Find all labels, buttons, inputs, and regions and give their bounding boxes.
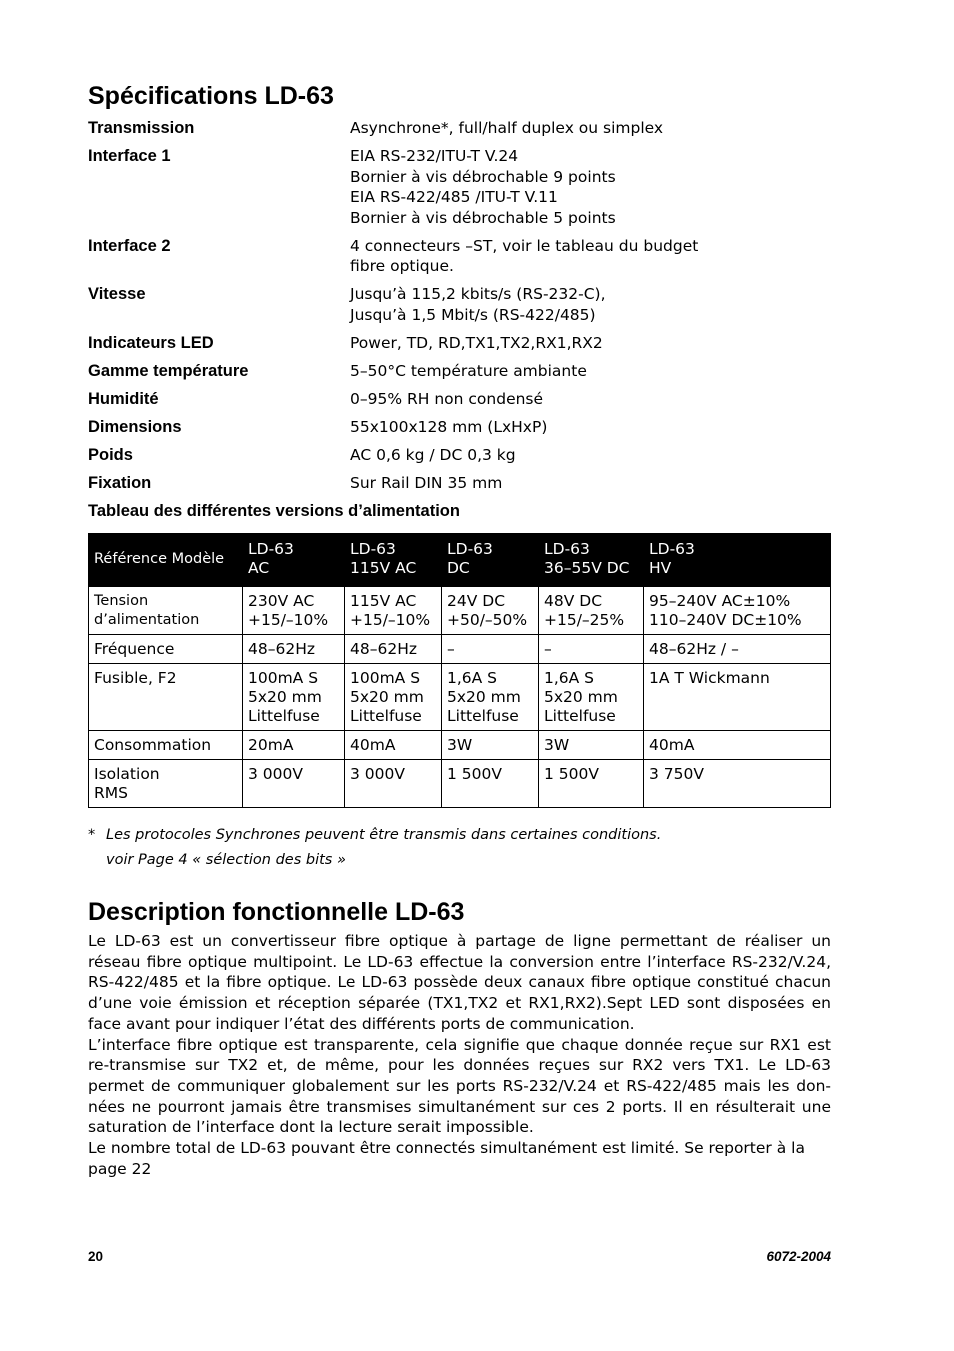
spec-label: Humidité [88,389,159,408]
spec-value-line: Bornier à vis débrochable 9 points [350,167,616,186]
table-row [89,731,831,760]
table-cell: 40mA [345,731,442,760]
spec-label: Fixation [88,473,152,492]
spec-row [88,333,831,354]
footnote-marker: * [88,827,96,843]
table-cell: 48–62Hz / – [644,635,831,664]
spec-value [350,473,831,494]
table-cell: 3W [539,731,644,760]
spec-value-line: Jusqu’à 1,5 Mbit/s (RS-422/485) [350,305,596,324]
table-cell: 3 000V [345,760,442,808]
spec-value-line: 4 connecteurs –ST, voir le tableau du budget [350,236,699,255]
table-cell: 20mA [243,731,345,760]
table-cell: 100mA S 5x20 mm Littelfuse [345,664,442,731]
table-cell: 48V DC +15/–25% [539,587,644,635]
table-cell: 1,6A S 5x20 mm Littelfuse [442,664,539,731]
table-cell: 1 500V [442,760,539,808]
table-cell: 3 750V [644,760,831,808]
spec-label: Poids [88,445,133,464]
column-header: LD-63 HV [644,534,831,587]
document-reference: 6072-2004 [766,1249,831,1264]
spec-value-line: Sur Rail DIN 35 mm [350,473,503,492]
spec-value [350,417,831,438]
page-number: 20 [88,1249,104,1264]
description-paragraph: Le nombre total de LD-63 pouvant être connectés simultanément est limité. Se reporter à la page 22 [88,1139,805,1178]
spec-row [88,118,831,139]
column-header: LD-63 AC [243,534,345,587]
spec-value [350,236,831,277]
spec-value-line: Asynchrone*, full/half duplex ou simplex [350,119,664,137]
description-paragraph: Le LD-63 est un convertisseur fibre optique à partage de ligne permettant de réaliser un réseau fibre optique multipoint. Le LD-63 effectue la conversion entre l’interface RS-232/V.24, RS-422/485 et la fibre optique. Le LD-63 possède deux canaux fibre optique constitué chacun d’une voie émission et réception séparée (TX1,TX2 et RX1,RX2).Sept LED sont disposées en face avant pour indiquer l’état des différents ports de communication. [88,932,831,1033]
spec-value [350,361,831,382]
description-paragraph: L’interface fibre optique est transparente, cela signifie que chaque donnée reçue sur RX1 est re-transmise sur TX2 et, de même, pour les données reçues sur RX2 vers TX1. Le LD-63 permet de communiquer globalement sur les ports RS-232/V.24 et RS-422/485 mais les don-nées ne pourront jamais être transmises simultanément sur ces 2 ports. Il en résulterait une saturation de l’interface dont la lecture serait impossible. [88,1035,831,1137]
row-label: Consommation [89,731,243,760]
spec-value-line: Power, TD, RD,TX1,TX2,RX1,RX2 [350,333,603,352]
description-body [88,931,831,1179]
spec-row [88,473,831,494]
spec-value-line: Bornier à vis débrochable 5 points [350,208,616,227]
spec-row [88,146,831,228]
spec-value-line: Jusqu’à 115,2 kbits/s (RS-232-C), [350,285,606,303]
column-header: LD-63 115V AC [345,534,442,587]
spec-row [88,236,831,277]
spec-row [88,445,831,466]
specs-title: Spécifications LD-63 [88,82,334,110]
table-cell: 40mA [644,731,831,760]
spec-row [88,389,831,410]
spec-label: Vitesse [88,285,146,303]
power-versions-table [88,533,831,808]
description-title: Description fonctionnelle LD-63 [88,898,465,926]
table-cell: 230V AC +15/–10% [243,587,345,635]
table-row [89,587,831,635]
spec-label: Indicateurs LED [88,333,214,352]
spec-value-line: AC 0,6 kg / DC 0,3 kg [350,445,516,464]
spec-value-line: 55x100x128 mm (LxHxP) [350,417,548,436]
page-footer [88,1249,831,1264]
footnote [88,823,661,873]
table-cell: 1,6A S 5x20 mm Littelfuse [539,664,644,731]
spec-label: Transmission [88,119,195,137]
spec-value [350,284,831,325]
spec-label: Interface 1 [88,147,171,165]
footnote-line: Les protocoles Synchrones peuvent être transmis dans certaines conditions. [106,827,662,843]
spec-value [350,146,831,228]
table-cell: 1A T Wickmann [644,664,831,731]
spec-value [350,389,831,410]
table-cell: 1 500V [539,760,644,808]
table-cell: 3W [442,731,539,760]
column-header: LD-63 36–55V DC [539,534,644,587]
table-cell: – [442,635,539,664]
table-cell: 48–62Hz [243,635,345,664]
table-cell: 24V DC +50/–50% [442,587,539,635]
column-header: Référence Modèle [89,534,243,587]
footnote-line: voir Page 4 « sélection des bits » [106,852,346,868]
spec-row [88,361,831,382]
table-row [89,664,831,731]
spec-value [350,118,831,139]
spec-value-line: EIA RS-422/485 /ITU-T V.11 [350,188,558,206]
row-label: Fusible, F2 [89,664,243,731]
table-cell: 115V AC +15/–10% [345,587,442,635]
spec-label: Interface 2 [88,236,171,255]
table-cell: – [539,635,644,664]
table-row [89,760,831,808]
spec-value [350,445,831,466]
table-header-row [89,534,831,587]
table-cell: 95–240V AC±10% 110–240V DC±10% [644,587,831,635]
table-cell: 3 000V [243,760,345,808]
row-label: Fréquence [89,635,243,664]
spec-label: Gamme température [88,361,249,380]
column-header: LD-63 DC [442,534,539,587]
table-row [89,635,831,664]
table-cell: 48–62Hz [345,635,442,664]
spec-list [88,118,831,501]
spec-row [88,417,831,438]
spec-value-line: fibre optique. [350,257,454,275]
table-caption: Tableau des différentes versions d’alimentation [88,502,460,520]
spec-label: Dimensions [88,417,182,436]
row-label: Tension d’alimentation [89,587,243,635]
row-label: Isolation RMS [89,760,243,808]
table-cell: 100mA S 5x20 mm Littelfuse [243,664,345,731]
spec-value-line: 5–50°C température ambiante [350,361,587,380]
spec-value-line: EIA RS-232/ITU-T V.24 [350,147,519,165]
spec-value-line: 0–95% RH non condensé [350,389,544,408]
spec-value [350,333,831,354]
spec-row [88,284,831,325]
